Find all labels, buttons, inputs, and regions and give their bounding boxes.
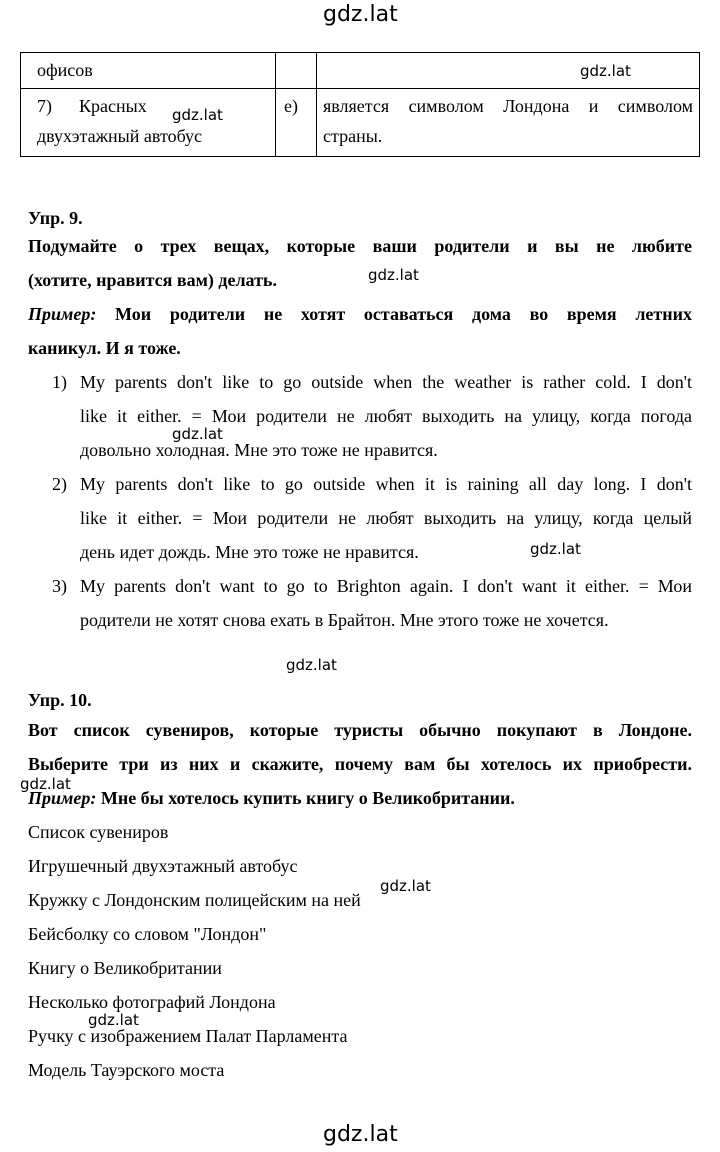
souvenir-item: Ручку с изображением Палат Парламента [28, 1026, 348, 1046]
table-cell [21, 89, 276, 157]
souvenir-item: Кружку с Лондонским полицейским на ней [28, 890, 361, 910]
item-number: 3) [52, 576, 67, 596]
cell-text: офисов [37, 60, 93, 80]
table-row [21, 89, 700, 157]
watermark: gdz.lat [172, 106, 223, 124]
watermark-bottom: gdz.lat [323, 1122, 398, 1147]
exercise-10-example [28, 788, 515, 809]
list-item: довольно холодная. Мне это тоже не нравится. [80, 440, 438, 460]
example-text: Мне бы хотелось купить книгу о Великобритании. [100, 788, 515, 808]
list-item: My parents don't like to go outside when the weather is rather cold. I don't [80, 372, 692, 392]
table-cell [276, 53, 317, 89]
watermark-top: gdz.lat [323, 2, 398, 27]
exercise-9-heading: Упр. 9. [28, 208, 83, 228]
cell-letter: е) [284, 96, 298, 116]
watermark: gdz.lat [172, 425, 223, 443]
list-item: My parents don't want to go to Brighton again. I don't want it either. = Мои [80, 576, 692, 596]
exercise-9-task: Подумайте о трех вещах, которые ваши родители и вы не любите [28, 236, 692, 256]
table-cell [317, 89, 700, 157]
watermark: gdz.lat [530, 540, 581, 558]
matching-table [20, 52, 700, 157]
cell-text: страны. [323, 126, 383, 146]
watermark: gdz.lat [580, 62, 631, 80]
souvenir-item: Модель Тауэрского моста [28, 1060, 225, 1080]
watermark: gdz.lat [286, 656, 337, 674]
example-label: Пример: [28, 788, 97, 808]
exercise-9-example [28, 304, 692, 325]
watermark: gdz.lat [380, 877, 431, 895]
table-row [21, 53, 700, 89]
list-item: like it either. = Мои родители не любят выходить на улицу, когда погода [80, 406, 692, 426]
souvenir-item: Игрушечный двухэтажный автобус [28, 856, 298, 876]
watermark: gdz.lat [20, 775, 71, 793]
exercise-10-task: Выберите три из них и скажите, почему вам бы хотелось их приобрести. [28, 754, 692, 774]
item-number: 1) [52, 372, 67, 392]
exercise-10-heading: Упр. 10. [28, 690, 92, 710]
souvenir-item: Книгу о Великобритании [28, 958, 222, 978]
cell-text: двухэтажный автобус [37, 126, 203, 146]
watermark: gdz.lat [88, 1011, 139, 1029]
item-number: 2) [52, 474, 67, 494]
cell-text: 7) Красных [37, 96, 147, 116]
list-item: день идет дождь. Мне это тоже не нравится. [80, 542, 419, 562]
example-text: Мои родители не хотят оставаться дома во время летних [115, 304, 692, 324]
list-item: My parents don't like to go outside when it is raining all day long. I don't [80, 474, 692, 494]
souvenir-item: Несколько фотографий Лондона [28, 992, 276, 1012]
list-item: родители не хотят снова ехать в Брайтон. Мне этого тоже не хочется. [80, 610, 609, 630]
example-label: Пример: [28, 304, 97, 324]
souvenir-list-title: Список сувениров [28, 822, 169, 842]
souvenir-item: Бейсболку со словом "Лондон" [28, 924, 267, 944]
table-cell [276, 89, 317, 157]
list-item: like it either. = Мои родители не любят выходить на улицу, когда целый [80, 508, 692, 528]
cell-text: является символом Лондона и символом [323, 96, 693, 116]
table-cell [21, 53, 276, 89]
exercise-9-task: (хотите, нравится вам) делать. [28, 270, 277, 290]
table-cell [317, 53, 700, 89]
exercise-9-example: каникул. И я тоже. [28, 338, 181, 358]
watermark: gdz.lat [368, 266, 419, 284]
exercise-10-task: Вот список сувениров, которые туристы обычно покупают в Лондоне. [28, 720, 692, 740]
